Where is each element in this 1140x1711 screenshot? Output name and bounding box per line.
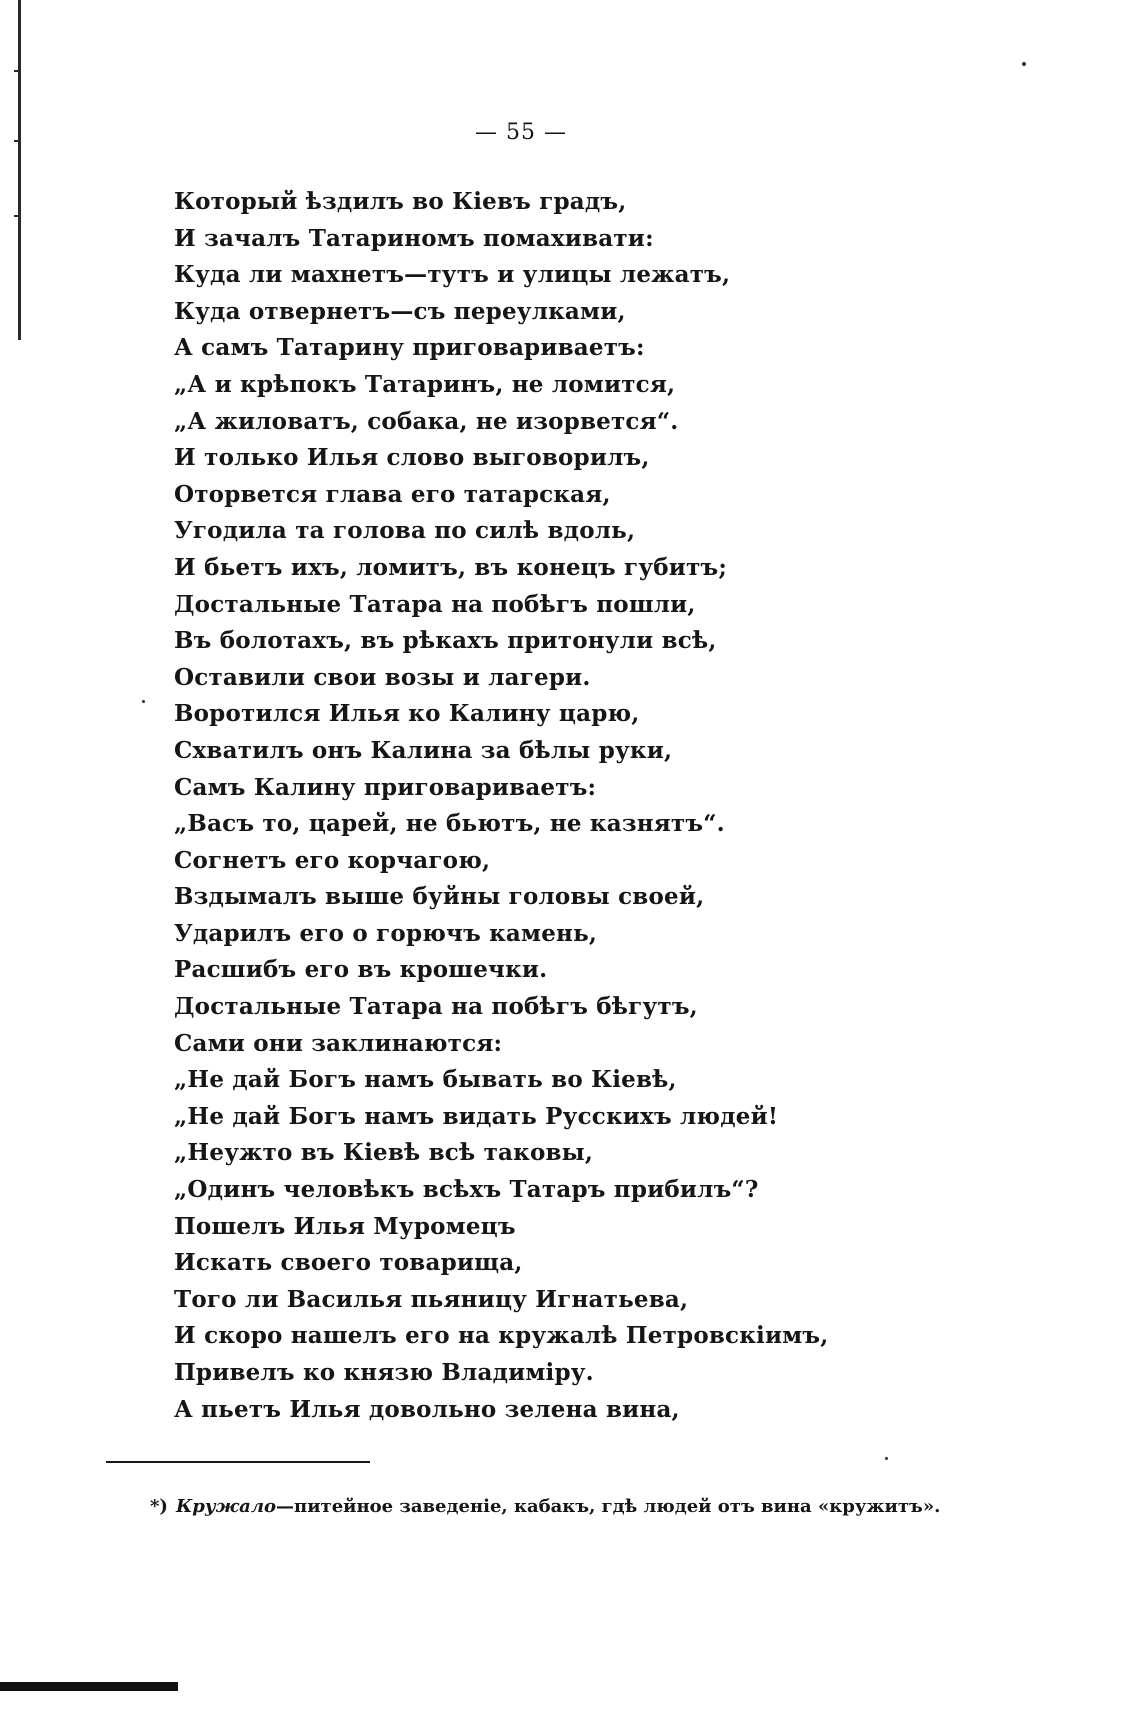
- verse-line: А пьетъ Илья довольно зелена вина,: [174, 1395, 680, 1423]
- verse-line: И зачалъ Татариномъ помахивати:: [174, 224, 654, 252]
- verse-line: Того ли Василья пьяницу Игнатьева,: [174, 1285, 689, 1313]
- page-edge-line: [18, 0, 21, 340]
- print-speck: [142, 700, 145, 703]
- verse-line: „А жиловатъ, собака, не изорвется“.: [174, 407, 679, 435]
- verse-line: Достальные Татара на побѣгъ бѣгутъ,: [174, 993, 698, 1021]
- verse-line: И бьетъ ихъ, ломитъ, въ конецъ губитъ;: [174, 553, 728, 581]
- footnote: [150, 1496, 940, 1517]
- verse-line: Куда ли махнетъ—тутъ и улицы лежатъ,: [174, 261, 731, 289]
- verse-line: Схватилъ онъ Калина за бѣлы руки,: [174, 736, 673, 764]
- page-edge-tick: [14, 215, 20, 217]
- page-number: — 55 —: [475, 120, 567, 145]
- footnote-text: —питейное заведеніе, кабакъ, гдѣ людей отъ вина «кружитъ».: [276, 1496, 941, 1517]
- verse-line: „Одинъ человѣкъ всѣхъ Татаръ прибилъ“?: [174, 1176, 759, 1204]
- verse-line: Расшибъ его въ крошечки.: [174, 956, 548, 984]
- verse-line: Привелъ ко князю Владиміру.: [174, 1359, 594, 1386]
- verse-line: И скоро нашелъ его на кружалѣ Петровскіимъ,: [174, 1322, 829, 1350]
- verse-line: Достальные Татара на побѣгъ пошли,: [174, 590, 696, 618]
- print-speck: [1022, 62, 1026, 66]
- print-speck: [885, 1457, 888, 1460]
- verse-line: Пошелъ Илья Муромецъ: [174, 1212, 516, 1240]
- verse-line: Который ѣздилъ во Кіевъ градъ,: [174, 188, 627, 215]
- verse-line: „А и крѣпокъ Татаринъ, не ломится,: [174, 370, 676, 398]
- verse-line: Въ болотахъ, въ рѣкахъ притонули всѣ,: [174, 627, 717, 655]
- verse-line: „Васъ то, царей, не бьютъ, не казнятъ“.: [174, 810, 725, 838]
- verse-line: Ударилъ его о горючъ камень,: [174, 919, 598, 947]
- verse-line: И только Илья слово выговорилъ,: [174, 444, 650, 472]
- verse-line: Сами они заклинаются:: [174, 1029, 503, 1057]
- verse-line: Согнетъ его корчагою,: [174, 846, 491, 874]
- page-edge-bar: [0, 1682, 178, 1691]
- verse-line: Искать своего товарища,: [174, 1249, 523, 1277]
- verse-text: [174, 184, 829, 1428]
- verse-line: А самъ Татарину приговариваетъ:: [174, 334, 645, 362]
- verse-line: „Неужто въ Кіевѣ всѣ таковы,: [174, 1139, 594, 1167]
- verse-line: Куда отвернетъ—съ переулками,: [174, 297, 626, 325]
- verse-line: „Не дай Богъ намъ бывать во Кіевѣ,: [174, 1066, 677, 1094]
- verse-line: Самъ Калину приговариваетъ:: [174, 773, 597, 801]
- verse-line: „Не дай Богъ намъ видать Русскихъ людей!: [174, 1102, 779, 1130]
- footnote-mark: *): [150, 1496, 168, 1517]
- verse-line: Воротился Илья ко Калину царю,: [174, 700, 640, 728]
- verse-line: Оставили свои возы и лагери.: [174, 663, 591, 691]
- verse-line: Вздымалъ выше буйны головы своей,: [174, 883, 705, 911]
- footnote-term: Кружало: [175, 1496, 277, 1517]
- verse-line: Оторвется глава его татарская,: [174, 480, 611, 508]
- footnote-rule: [106, 1461, 370, 1463]
- verse-line: Угодила та голова по силѣ вдоль,: [174, 517, 636, 545]
- page-edge-tick: [14, 70, 20, 72]
- page-edge-tick: [14, 140, 20, 142]
